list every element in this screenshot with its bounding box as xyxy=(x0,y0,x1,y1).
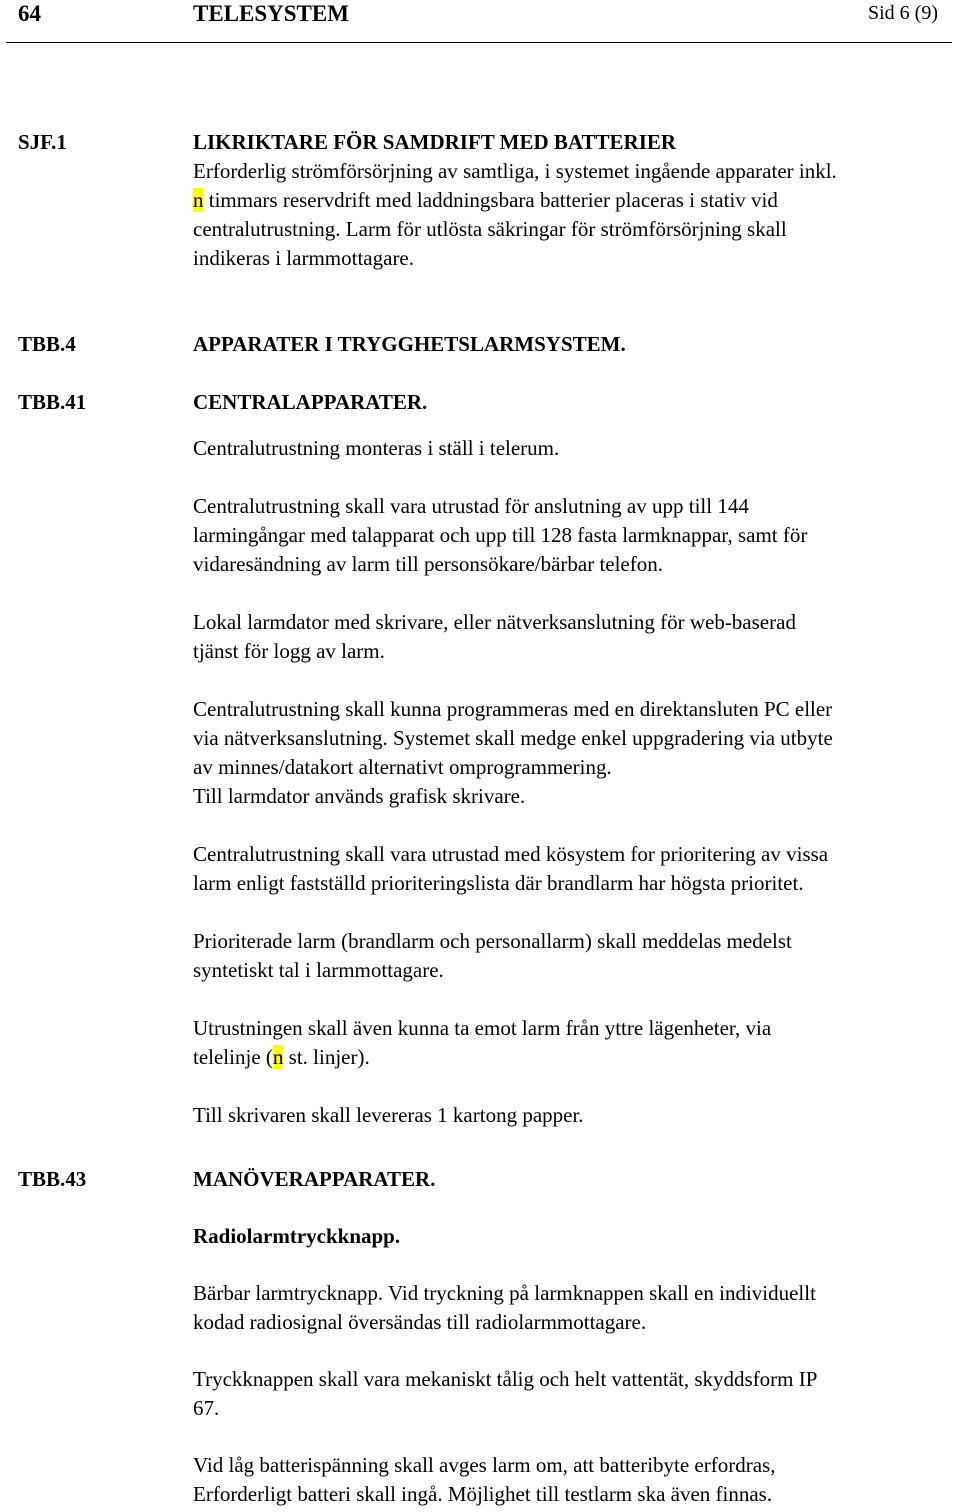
header-divider xyxy=(6,42,952,43)
body-line: Centralutrustning skall vara utrustad för anslutning av upp till 144 xyxy=(193,494,749,518)
body-line: Centralutrustning skall vara utrustad med kösystem for prioritering av vissa xyxy=(193,842,829,866)
section-heading: LIKRIKTARE FÖR SAMDRIFT MED BATTERIER xyxy=(193,130,677,154)
highlighted-text: n xyxy=(193,188,204,212)
section-heading: CENTRALAPPARATER. xyxy=(193,390,428,414)
section-code-tbb4: TBB.4 xyxy=(18,332,76,356)
body-line xyxy=(193,186,958,215)
body-line: syntetiskt tal i larmmottagare. xyxy=(193,958,444,982)
header-page-number: Sid 6 (9) xyxy=(868,2,938,24)
body-line: Erforderlig strömförsörjning av samtliga, i systemet ingående apparater inkl. xyxy=(193,159,837,183)
highlighted-text: n xyxy=(272,1045,284,1069)
section-tbb4 xyxy=(193,330,958,359)
section-tbb41 xyxy=(193,388,958,1130)
subheading: Radiolarmtryckknapp. xyxy=(193,1224,401,1248)
paragraph: Till skrivaren skall levereras 1 kartong papper. xyxy=(193,1103,584,1127)
header-title: TELESYSTEM xyxy=(193,1,349,26)
body-line: centralutrustning. Larm för utlösta säkringar för strömförsörjning skall xyxy=(193,217,787,241)
section-sjf1 xyxy=(193,128,958,273)
body-line: Centralutrustning skall kunna programmeras med en direktansluten PC eller xyxy=(193,697,833,721)
body-line: kodad radiosignal översändas till radiolarmmottagare. xyxy=(193,1310,647,1334)
body-line: Prioriterade larm (brandlarm och personallarm) skall meddelas medelst xyxy=(193,929,792,953)
body-line: Bärbar larmtrycknapp. Vid tryckning på larmknappen skall en individuellt xyxy=(193,1281,816,1305)
body-line xyxy=(193,1043,958,1072)
body-line: Utrustningen skall även kunna ta emot larm från yttre lägenheter, via xyxy=(193,1016,772,1040)
header-number: 64 xyxy=(18,1,41,26)
body-text: st. linjer). xyxy=(283,1045,370,1069)
paragraph: Centralutrustning monteras i ställ i telerum. xyxy=(193,436,560,460)
body-line: Vid låg batterispänning skall avges larm om, att batteribyte erfordras, xyxy=(193,1453,776,1477)
body-line: Lokal larmdator med skrivare, eller nätverksanslutning för web-baserad xyxy=(193,610,796,634)
section-code-sjf1: SJF.1 xyxy=(18,130,67,154)
body-line: vidaresändning av larm till personsökare/bärbar telefon. xyxy=(193,552,663,576)
body-line: via nätverksanslutning. Systemet skall medge enkel uppgradering via utbyte xyxy=(193,726,833,750)
section-heading: APPARATER I TRYGGHETSLARMSYSTEM. xyxy=(193,332,626,356)
section-tbb43 xyxy=(193,1165,958,1509)
body-line: Till larmdator används grafisk skrivare. xyxy=(193,784,526,808)
section-code-tbb41: TBB.41 xyxy=(18,390,87,414)
body-text: telelinje ( xyxy=(193,1045,273,1069)
body-line: larmingångar med talapparat och upp till 128 fasta larmknappar, samt för xyxy=(193,523,808,547)
body-line: 67. xyxy=(193,1396,220,1420)
section-code-tbb43: TBB.43 xyxy=(18,1167,87,1191)
section-heading: MANÖVERAPPARATER. xyxy=(193,1167,436,1191)
page-header xyxy=(0,0,960,46)
body-line: av minnes/datakort alternativt omprogrammering. xyxy=(193,755,612,779)
body-line: Tryckknappen skall vara mekaniskt tålig och helt vattentät, skyddsform IP xyxy=(193,1367,818,1391)
body-line: larm enligt fastställd prioriteringslista där brandlarm har högsta prioritet. xyxy=(193,871,804,895)
body-line: tjänst för logg av larm. xyxy=(193,639,385,663)
body-line: indikeras i larmmottagare. xyxy=(193,246,415,270)
body-text: timmars reservdrift med laddningsbara batterier placeras i stativ vid xyxy=(203,188,778,212)
body-line: Erforderligt batteri skall ingå. Möjlighet till testlarm ska även finnas. xyxy=(193,1482,773,1506)
